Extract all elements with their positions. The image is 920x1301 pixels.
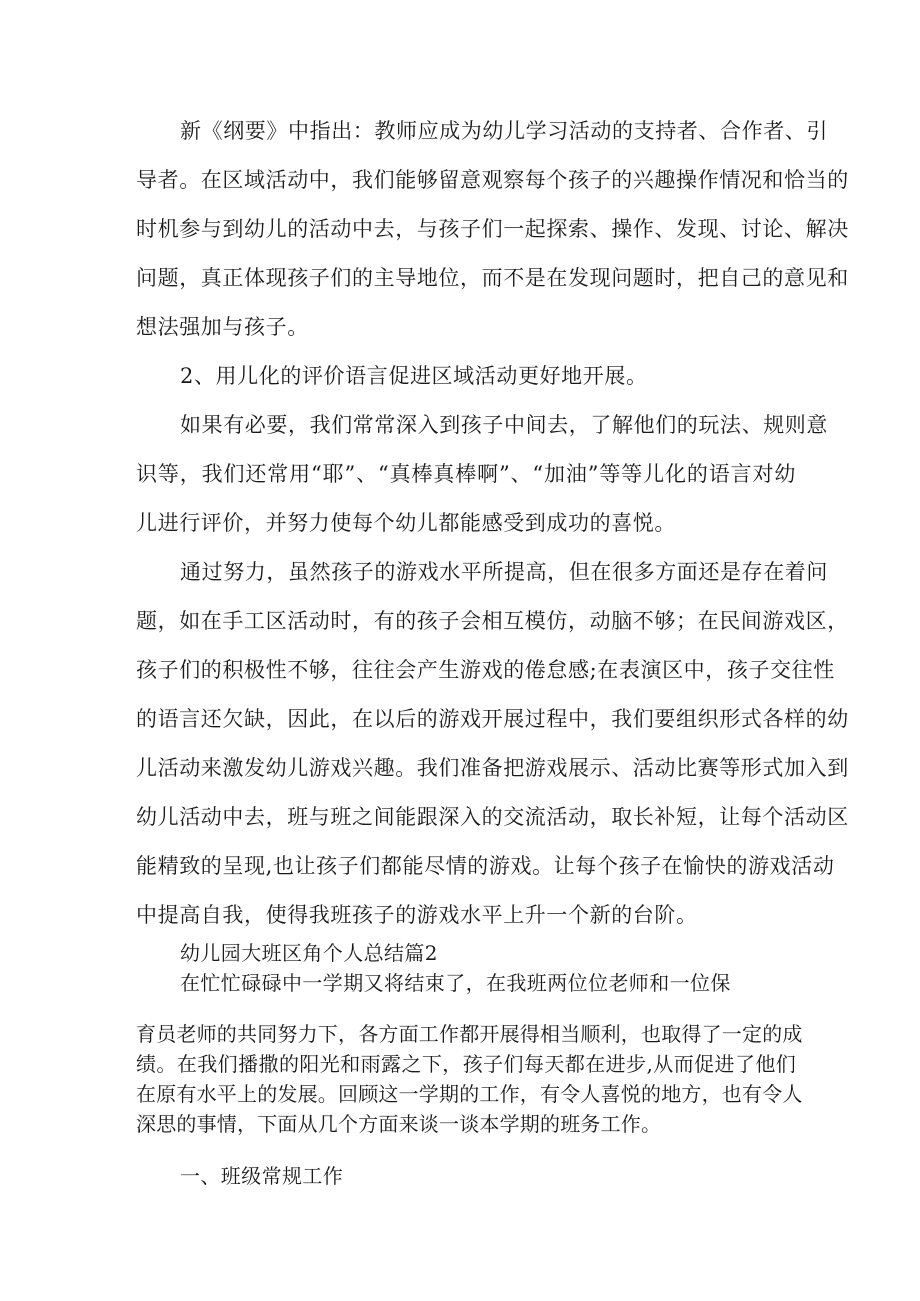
paragraph-1-line-2: 导者。在区域活动中，我们能够留意观察每个孩子的兴趣操作情况和恰当的	[136, 168, 849, 192]
paragraph-6-line-1: 育员老师的共同努力下，各方面工作都开展得相当顺利，也取得了一定的成	[136, 1022, 803, 1046]
paragraph-4-line-4: 的语言还欠缺，因此，在以后的游戏开展过程中，我们要组织形式各样的幼	[136, 707, 849, 731]
paragraph-4-line-2: 题，如在手工区活动时，有的孩子会相互模仿，动脑不够；在民间游戏区，	[136, 609, 849, 633]
paragraph-4-line-8: 中提高自我，使得我班孩子的游戏水平上升一个新的台阶。	[136, 903, 698, 927]
paragraph-3-line-2: 识等，我们还常用“耶”、“真棒真棒啊”、“加油”等等儿化的语言对幼	[136, 462, 796, 486]
paragraph-6-line-4: 深思的事情，下面从几个方面来谈一谈本学期的班务工作。	[136, 1112, 662, 1136]
paragraph-2-line-1: 2、用儿化的评价语言促进区域活动更好地开展。	[180, 364, 648, 388]
paragraph-1-line-4: 问题，真正体现孩子们的主导地位，而不是在发现问题时，把自己的意见和	[136, 266, 849, 290]
paragraph-3-line-1: 如果有必要，我们常常深入到孩子中间去，了解他们的玩法、规则意	[180, 413, 828, 437]
section-heading-class-routine: 一、班级常规工作	[180, 1164, 344, 1188]
paragraph-1-line-3: 时机参与到幼儿的活动中去，与孩子们一起探索、操作、发现、讨论、解决	[136, 217, 849, 241]
paragraph-4-line-5: 儿活动来激发幼儿游戏兴趣。我们准备把游戏展示、活动比赛等形式加入到	[136, 756, 849, 780]
paragraph-4-line-7: 能精致的呈现,也让孩子们都能尽情的游戏。让每个孩子在愉快的游戏活动	[136, 854, 835, 878]
paragraph-1-line-5: 想法强加与孩子。	[136, 315, 309, 339]
paragraph-1-line-1: 新《纲要》中指出：教师应成为幼儿学习活动的支持者、合作者、引	[180, 119, 828, 143]
section-title: 幼儿园大班区角个人总结篇2	[180, 941, 438, 965]
paragraph-4-line-1: 通过努力，虽然孩子的游戏水平所提高，但在很多方面还是存在着问	[180, 560, 828, 584]
paragraph-4-line-6: 幼儿活动中去，班与班之间能跟深入的交流活动，取长补短，让每个活动区	[136, 805, 849, 829]
paragraph-3-line-3: 儿进行评价，并努力使每个幼儿都能感受到成功的喜悦。	[136, 511, 676, 535]
paragraph-4-line-3: 孩子们的积极性不够，往往会产生游戏的倦怠感;在表演区中，孩子交往性	[136, 658, 835, 682]
paragraph-6-line-3: 在原有水平上的发展。回顾这一学期的工作，有令人喜悦的地方，也有令人	[136, 1082, 803, 1106]
paragraph-6-line-2: 绩。在我们播撒的阳光和雨露之下，孩子们每天都在进步,从而促进了他们	[136, 1052, 796, 1076]
paragraph-5-line-1: 在忙忙碌碌中一学期又将结束了，在我班两位位老师和一位保	[180, 971, 731, 995]
